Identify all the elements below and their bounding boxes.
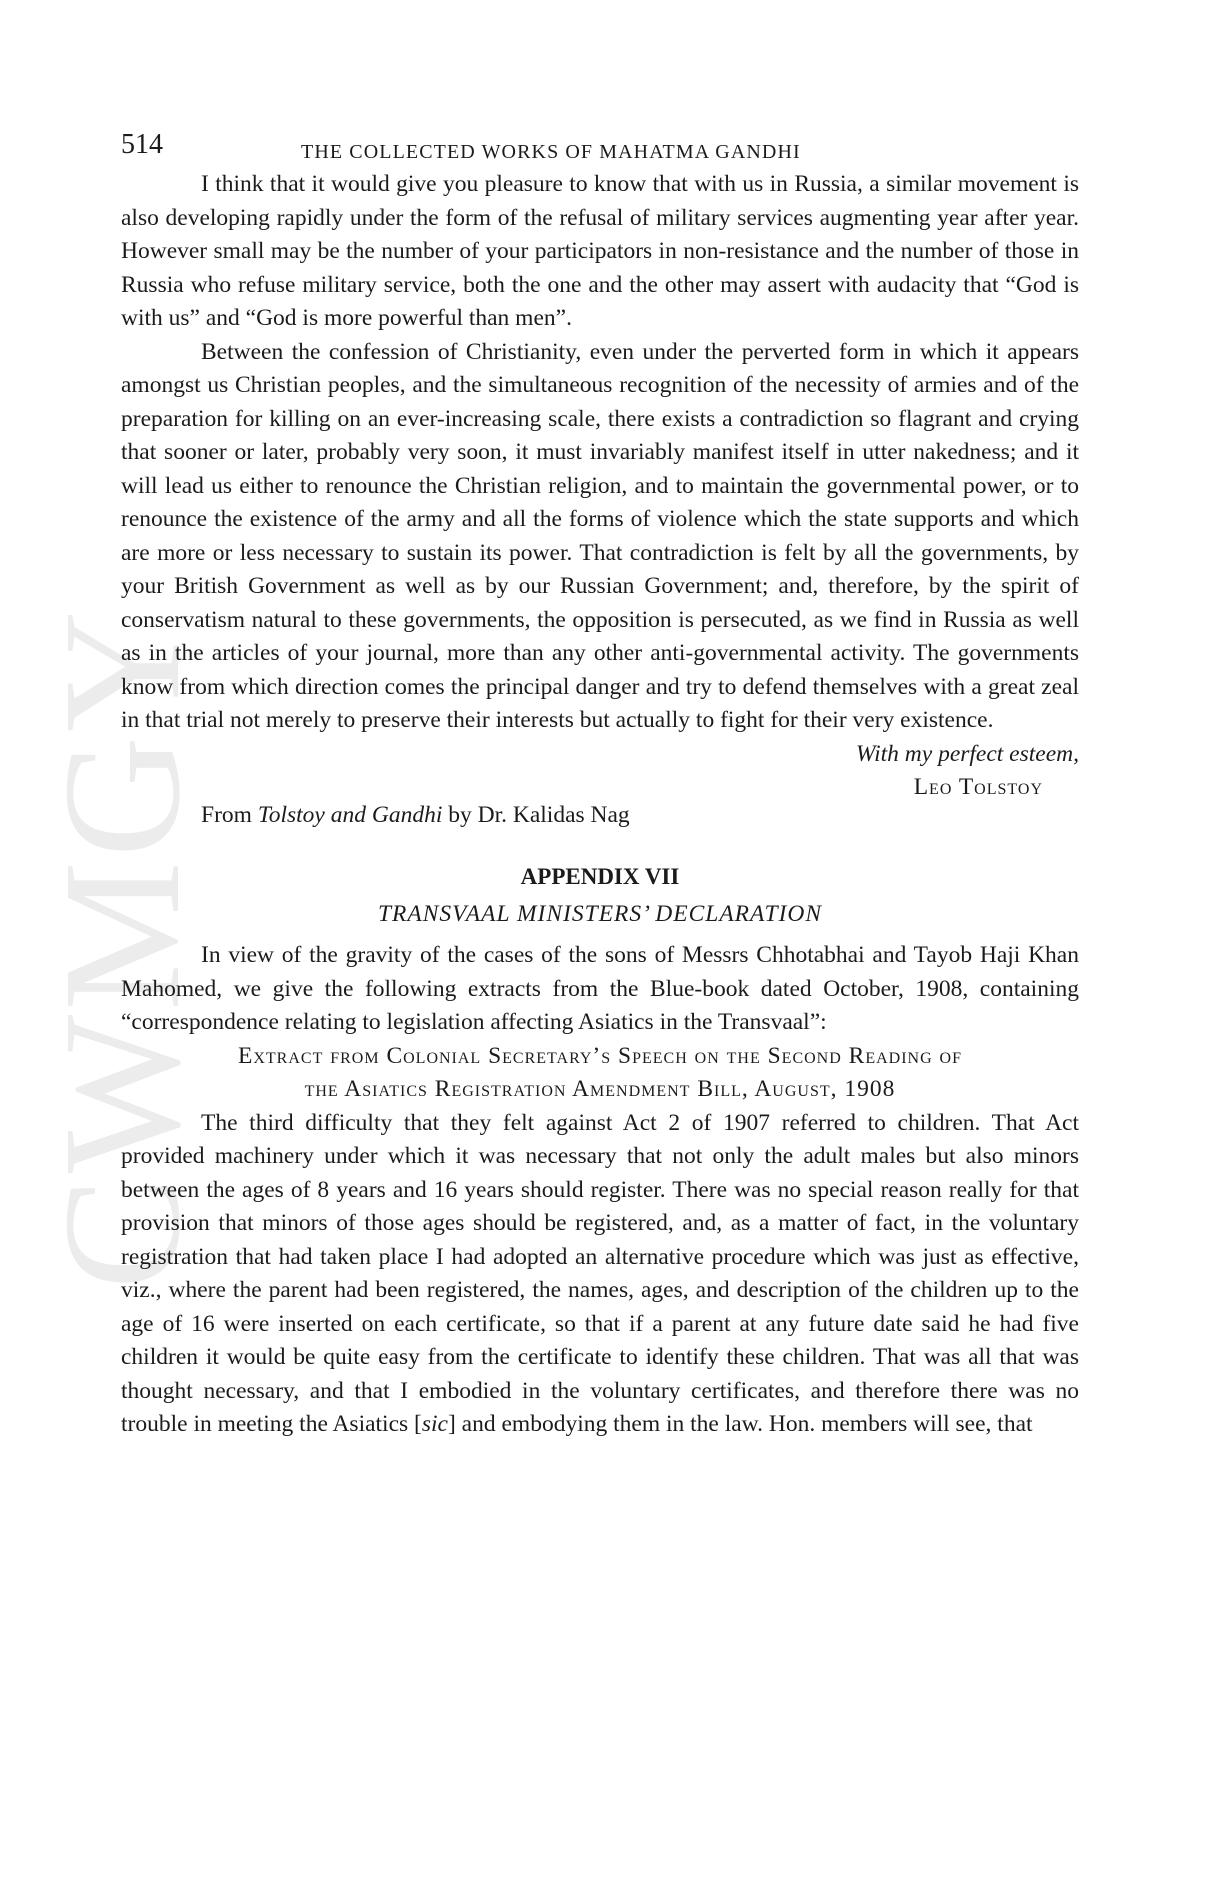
watermark-text: CWMGY (29, 606, 215, 1290)
source-suffix: by Dr. Kalidas Nag (448, 801, 630, 828)
speech-text-before-sic: The third difficulty that they felt against Act 2 of 1907 referred to children. That Act provided machinery under which it was necessary that not only the adult males but also minors between the ages of 8 years and 16 years should register. There was no special reason really for that provision that minors of those ages should be registered, and, as a matter of fact, in the voluntary registration that had taken place I had adopted an alternative procedure which was just as effective, viz., where the parent had been registered, the names, ages, and description of the children up to the age of 16 were inserted on each certificate, so that if a parent at any future date said he had five children it would be quite easy from the certificate to identify these children. That was all that was thought necessary, and that I embodied in the voluntary certificates, and therefore there was no trouble in meeting the Asiatics [ (121, 1109, 1079, 1437)
speech-text-after-sic: ] and embodying them in the law. Hon. members will see, that (447, 1411, 1033, 1437)
page-body (121, 128, 1079, 1442)
speech-paragraph (121, 1107, 1079, 1442)
appendix-heading: APPENDIX VII (520, 864, 680, 889)
source-prefix: From (201, 801, 252, 828)
letter-paragraph-2: Between the confession of Christianity, even under the perverted form in which it appears amongst us Christian peoples, and the simultaneous recognition of the necessity of armies and of the preparation for killing on an ever-increasing scale, there exists a contradiction so flagrant and crying that sooner or later, probably very soon, it must invariably manifest itself in utter nakedness; and it will lead us either to renounce the Christian religion, and to maintain the governmental power, or to renounce the existence of the army and all the forms of violence which the state supports and which are more or less necessary to sustain its power. That contradiction is felt by all the governments, by your British Government as well as by our Russian Government; and, therefore, by the spirit of conservatism natural to these governments, the opposition is persecuted, as we find in Russia as well as in the articles of your journal, more than any other anti-governmental activity. The governments know from which direction comes the principal danger and try to defend themselves with a great zeal in that trial not merely to preserve their interests but actually to fight for their very existence. (121, 338, 1079, 733)
page-header (121, 128, 1079, 168)
appendix-intro: In view of the gravity of the cases of the sons of Messrs Chhotabhai and Tayob Haji Khan Mahomed, we give the following extracts from the Blue-book dated October, 1908, containing “correspondence relating to legislation affecting Asiatics in the Transvaal”: (121, 942, 1079, 1035)
running-title: THE COLLECTED WORKS OF MAHATMA GANDHI (301, 141, 801, 163)
letter-paragraph-1: I think that it would give you pleasure to know that with us in Russia, a similar movement is also developing rapidly under the form of the refusal of military services augmenting year after year. However small may be the number of your participators in non-resistance and the number of those in Russia who refuse military service, both the one and the other may assert with audacity that “God is with us” and “God is more powerful than men”. (121, 171, 1079, 331)
extract-heading-line-2: the Asiatics Registration Amendment Bill, August, 1908 (304, 1076, 896, 1102)
letter-closing: With my perfect esteem, (855, 740, 1079, 767)
appendix-title: TRANSVAAL MINISTERS’ DECLARATION (377, 900, 823, 927)
source-book-title: Tolstoy and Gandhi (257, 801, 443, 828)
sic-note: sic (421, 1411, 448, 1437)
extract-heading-line-1: Extract from Colonial Secretary’s Speech on the Second Reading of (237, 1042, 962, 1069)
page-number: 514 (121, 129, 163, 160)
letter-signature: Leo Tolstoy (913, 774, 1043, 800)
